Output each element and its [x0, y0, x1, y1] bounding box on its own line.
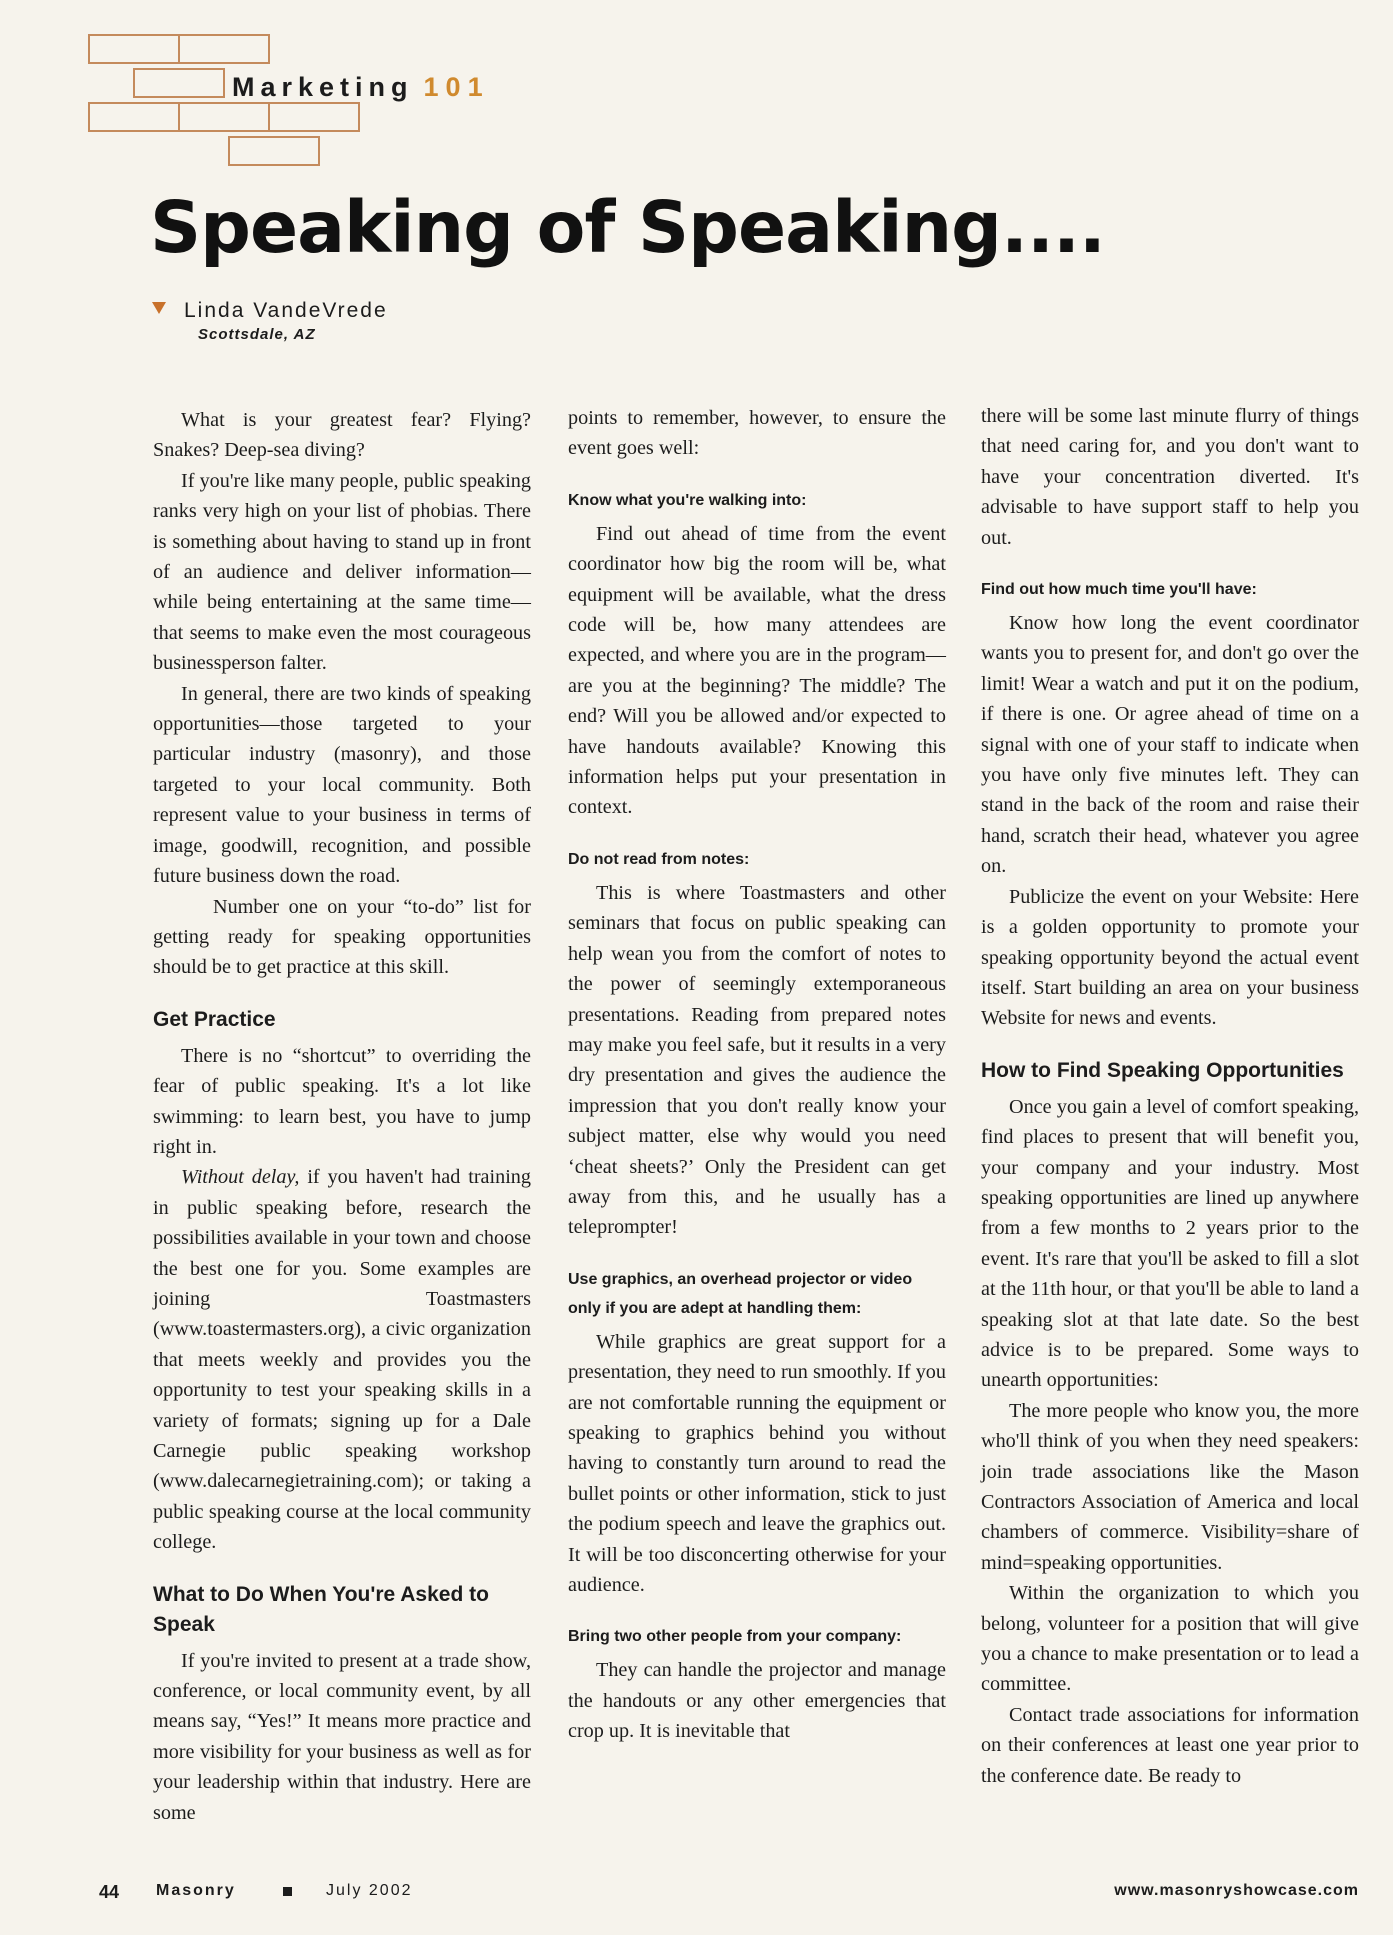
- paragraph: They can handle the projector and manage the handouts or any other emergencies that crop up. It is inevitable that: [568, 1659, 946, 1743]
- subsection-heading: Know what you're walking into:: [568, 491, 807, 509]
- article-title: Speaking of Speaking....: [150, 186, 1105, 269]
- paragraph: If you're like many people, public speaking ranks very high on your list of phobias. There is something about having to stand up in front of an audience and deliver information—while being entertaining at the same time—that seems to make even the most courageous businessperson falter.: [153, 469, 531, 675]
- section-kicker: [232, 72, 490, 103]
- paragraph: points to remember, however, to ensure the event goes well:: [568, 407, 946, 460]
- paragraph: [153, 1162, 531, 1557]
- kicker-number: 101: [423, 72, 490, 102]
- article-column-2: [568, 403, 946, 1747]
- section-heading: How to Find Speaking Opportunities: [981, 1058, 1344, 1082]
- paragraph-text: if you haven't had training in public speaking before, research the possibilities available in your town and choose the best one for you. Some examples are joining Toastmasters (www.toastermasters.org), a civic organization that meets weekly and provides you the opportunity to test your speaking skills in a variety of formats; signing up for a Dale Carnegie public speaking workshop (www.dalecarnegietraining.com); or taking a public speaking course at the local community college.: [153, 1166, 531, 1554]
- paragraph: In general, there are two kinds of speaking opportunities—those targeted to your particular industry (masonry), and those targeted to your local community. Both represent value to your business in terms of image, goodwill, recognition, and possible future business down the road.: [153, 682, 531, 888]
- page-number: 44: [99, 1882, 120, 1902]
- brick-shape: [268, 102, 360, 132]
- paragraph: Publicize the event on your Website: Here is a golden opportunity to promote your speaking opportunity beyond the actual event itself. Start building an area on your business Website for news and events.: [981, 885, 1359, 1030]
- paragraph: While graphics are great support for a presentation, they need to run smoothly. If you are not comfortable running the equipment or speaking to graphics behind you without having to constantly turn around to read the bullet points or other information, stick to just the podium speech and leave the graphics out. It will be too disconcerting otherwise for your audience.: [568, 1330, 946, 1596]
- author-name: Linda VandeVrede: [184, 299, 388, 322]
- paragraph: The more people who know you, the more who'll think of you when they need speakers: join trade associations like the Mason Contractors Association of America and local chambers of commerce. Visibility=share of mind=speaking opportunities.: [981, 1399, 1359, 1574]
- paragraph: Number one on your “to-do” list for getting ready for speaking opportunities should be to get practice at this skill.: [153, 895, 531, 979]
- subsection-heading: Use graphics, an overhead projector or video only if you are adept at handling them:: [568, 1270, 913, 1317]
- section-heading: Get Practice: [153, 1007, 276, 1031]
- brick-shape: [88, 102, 180, 132]
- paragraph: Find out ahead of time from the event coordinator how big the room will be, what equipment will be available, what the dress code will be, how many attendees are expected, and where you are in the program—are you at the beginning? The middle? The end? Will you be allowed and/or expected to have handouts available? Knowing this information helps put your presentation in context.: [568, 522, 946, 819]
- paragraph: Contact trade associations for information on their conferences at least one year prior to the conference date. Be ready to: [981, 1703, 1359, 1787]
- byline: [152, 299, 388, 343]
- paragraph: Within the organization to which you belong, volunteer for a position that will give you a chance to make presentation or to lead a committee.: [981, 1582, 1359, 1696]
- paragraph: What is your greatest fear? Flying? Snakes? Deep-sea diving?: [153, 409, 531, 462]
- section-heading: What to Do When You're Asked to Speak: [153, 1582, 489, 1636]
- paragraph: Once you gain a level of comfort speaking, find places to present that will benefit you, your company and your industry. Most speaking opportunities are lined up anywhere from a few months to 2 years prior to the event. It's rare that you'll be asked to fill a slot at the 11th hour, or that you'll be able to land a speaking slot at that late date. So the best advice is to be prepared. Some ways to unearth opportunities:: [981, 1095, 1359, 1392]
- brick-shape: [88, 34, 180, 64]
- square-bullet-icon: [283, 1887, 292, 1896]
- triangle-down-icon: [152, 302, 166, 314]
- paragraph: If you're invited to present at a trade show, conference, or local community event, by all means say, “Yes!” It means more practice and more visibility for your business as well as for your leadership within that industry. Here are some: [153, 1649, 531, 1824]
- paragraph: There is no “shortcut” to overriding the fear of public speaking. It's a lot like swimming: to learn best, you have to jump right in.: [153, 1044, 531, 1158]
- website-url: www.masonryshowcase.com: [1114, 1882, 1359, 1899]
- subsection-heading: Find out how much time you'll have:: [981, 581, 1257, 599]
- magazine-name: Masonry: [156, 1882, 236, 1899]
- issue-date: July 2002: [326, 1882, 413, 1899]
- paragraph: there will be some last minute flurry of things that need caring for, and you don't want to have your concentration diverted. It's advisable to have support staff to help you out.: [981, 405, 1359, 549]
- page-footer: [0, 1882, 1393, 1908]
- brick-shape: [228, 136, 320, 166]
- paragraph: This is where Toastmasters and other seminars that focus on public speaking can help wean you from the comfort of notes to the power of seemingly extemporaneous presentations. Reading from prepared notes may make you feel safe, but it results in a very dry presentation and gives the audience the impression that you don't really know your subject matter, else why would you need ‘cheat sheets?’ Only the President can get away from this, and he usually has a teleprompter!: [568, 881, 946, 1239]
- article-column-3: [981, 401, 1359, 1791]
- brick-shape: [178, 34, 270, 64]
- italic-lead: Without delay,: [181, 1166, 300, 1189]
- article-column-1: [153, 405, 531, 1828]
- author-location: Scottsdale, AZ: [198, 326, 316, 343]
- paragraph: Know how long the event coordinator wants you to present for, and don't go over the limit! Wear a watch and put it on the podium, if there is one. Or agree ahead of time on a signal with one of your staff to indicate when you have only five minutes left. They can stand in the back of the room and raise their hand, scratch their head, whatever you agree on.: [981, 612, 1359, 878]
- brick-shape: [133, 68, 225, 98]
- subsection-heading: Do not read from notes:: [568, 850, 750, 868]
- subsection-heading: Bring two other people from your company:: [568, 1628, 902, 1646]
- kicker-label: Marketing: [232, 72, 414, 102]
- brick-shape: [178, 102, 270, 132]
